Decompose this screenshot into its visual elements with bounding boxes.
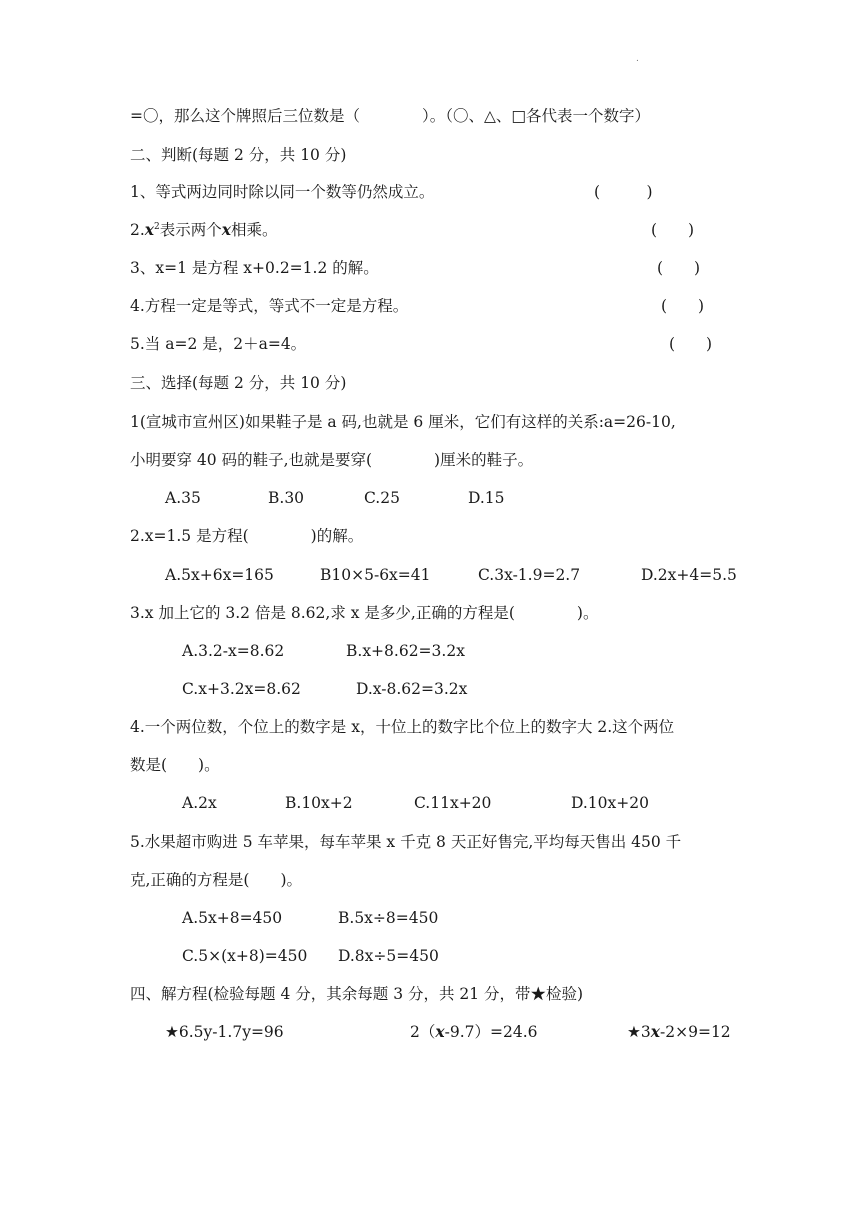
- judge-q4: 4.方程一定是等式，等式不一定是方程。: [130, 297, 409, 315]
- choice-q5-option-b[interactable]: B.5x÷8=450: [338, 909, 439, 927]
- intro-line: =〇，那么这个牌照后三位数是（ ）。（〇、△、□各代表一个数字）: [130, 107, 651, 125]
- judge-q2-suffix: 相乘。: [231, 221, 278, 239]
- page-dot: .: [636, 54, 639, 64]
- equation-2: [410, 1022, 538, 1042]
- choice-q2-option-b[interactable]: B10×5-6x=41: [320, 566, 431, 584]
- choice-q2: 2.x=1.5 是方程( )的解。: [130, 527, 364, 545]
- judge-q4-answer-blank[interactable]: ( ): [661, 297, 705, 315]
- judge-q2-prefix: 2.: [130, 221, 145, 239]
- choice-q1-line2: 小明要穿 40 码的鞋子,也就是要穿( )厘米的鞋子。: [130, 451, 534, 469]
- choice-q4-option-a[interactable]: A.2x: [182, 794, 217, 812]
- equation-3-prefix: ★3: [627, 1023, 651, 1041]
- judge-q1: 1、等式两边同时除以同一个数等仍然成立。: [130, 183, 435, 201]
- choice-q5-line1: 5.水果超市购进 5 车苹果，每车苹果 x 千克 8 天正好售完,平均每天售出 450 千: [130, 833, 682, 851]
- section-4-title: 四、解方程(检验每题 4 分，其余每题 3 分，共 21 分，带★检验): [130, 985, 584, 1003]
- choice-q2-option-c[interactable]: C.3x-1.9=2.7: [478, 566, 581, 584]
- choice-q2-option-d[interactable]: D.2x+4=5.5: [641, 566, 737, 584]
- choice-q4-line1: 4.一个两位数，个位上的数字是 x，十位上的数字比个位上的数字大 2.这个两位: [130, 718, 675, 736]
- choice-q1-option-a[interactable]: A.35: [165, 489, 201, 507]
- equation-1: ★6.5y-1.7y=96: [165, 1023, 284, 1041]
- choice-q5-option-c[interactable]: C.5×(x+8)=450: [182, 947, 308, 965]
- section-2-title: 二、判断(每题 2 分，共 10 分): [130, 146, 347, 164]
- judge-q5: 5.当 a=2 是，2＋a=4。: [130, 335, 307, 353]
- equation-2-prefix: 2（: [410, 1023, 436, 1041]
- choice-q3: 3.x 加上它的 3.2 倍是 8.62,求 x 是多少,正确的方程是( )。: [130, 604, 599, 622]
- equation-2-x: x: [435, 1022, 445, 1041]
- judge-q3: 3、x=1 是方程 x+0.2=1.2 的解。: [130, 259, 379, 277]
- judge-q2-x2: x: [221, 220, 232, 239]
- section-3-title: 三、选择(每题 2 分，共 10 分): [130, 374, 347, 392]
- choice-q3-option-d[interactable]: D.x-8.62=3.2x: [356, 680, 468, 698]
- judge-q2-exponent: 2: [154, 221, 160, 232]
- judge-q3-answer-blank[interactable]: ( ): [657, 259, 701, 277]
- choice-q5-option-d[interactable]: D.8x÷5=450: [338, 947, 439, 965]
- equation-3: [627, 1022, 731, 1042]
- judge-q2-answer-blank[interactable]: ( ): [651, 221, 695, 239]
- choice-q4-option-c[interactable]: C.11x+20: [414, 794, 492, 812]
- choice-q3-option-a[interactable]: A.3.2-x=8.62: [182, 642, 285, 660]
- choice-q3-option-b[interactable]: B.x+8.62=3.2x: [346, 642, 465, 660]
- choice-q1-option-d[interactable]: D.15: [468, 489, 505, 507]
- choice-q2-option-a[interactable]: A.5x+6x=165: [165, 566, 274, 584]
- choice-q1-option-c[interactable]: C.25: [364, 489, 400, 507]
- choice-q1-line1: 1(宣城市宣州区)如果鞋子是 a 码,也就是 6 厘米，它们有这样的关系:a=26-10,: [130, 413, 676, 431]
- judge-q1-answer-blank[interactable]: ( ): [594, 183, 653, 201]
- equation-3-x: x: [650, 1022, 661, 1041]
- choice-q5-option-a[interactable]: A.5x+8=450: [182, 909, 283, 927]
- choice-q4-line2: 数是( )。: [130, 756, 220, 774]
- judge-q2-mid: 表示两个: [159, 221, 222, 239]
- choice-q4-option-d[interactable]: D.10x+20: [571, 794, 649, 812]
- equation-3-suffix: -2×9=12: [660, 1023, 731, 1041]
- choice-q5-line2: 克,正确的方程是( )。: [130, 871, 303, 889]
- judge-q2-x: x: [144, 220, 155, 239]
- choice-q1-option-b[interactable]: B.30: [268, 489, 305, 507]
- choice-q3-option-c[interactable]: C.x+3.2x=8.62: [182, 680, 301, 698]
- equation-2-suffix: -9.7）=24.6: [444, 1023, 538, 1041]
- judge-q2: [130, 220, 278, 240]
- judge-q5-answer-blank[interactable]: ( ): [669, 335, 713, 353]
- choice-q4-option-b[interactable]: B.10x+2: [285, 794, 353, 812]
